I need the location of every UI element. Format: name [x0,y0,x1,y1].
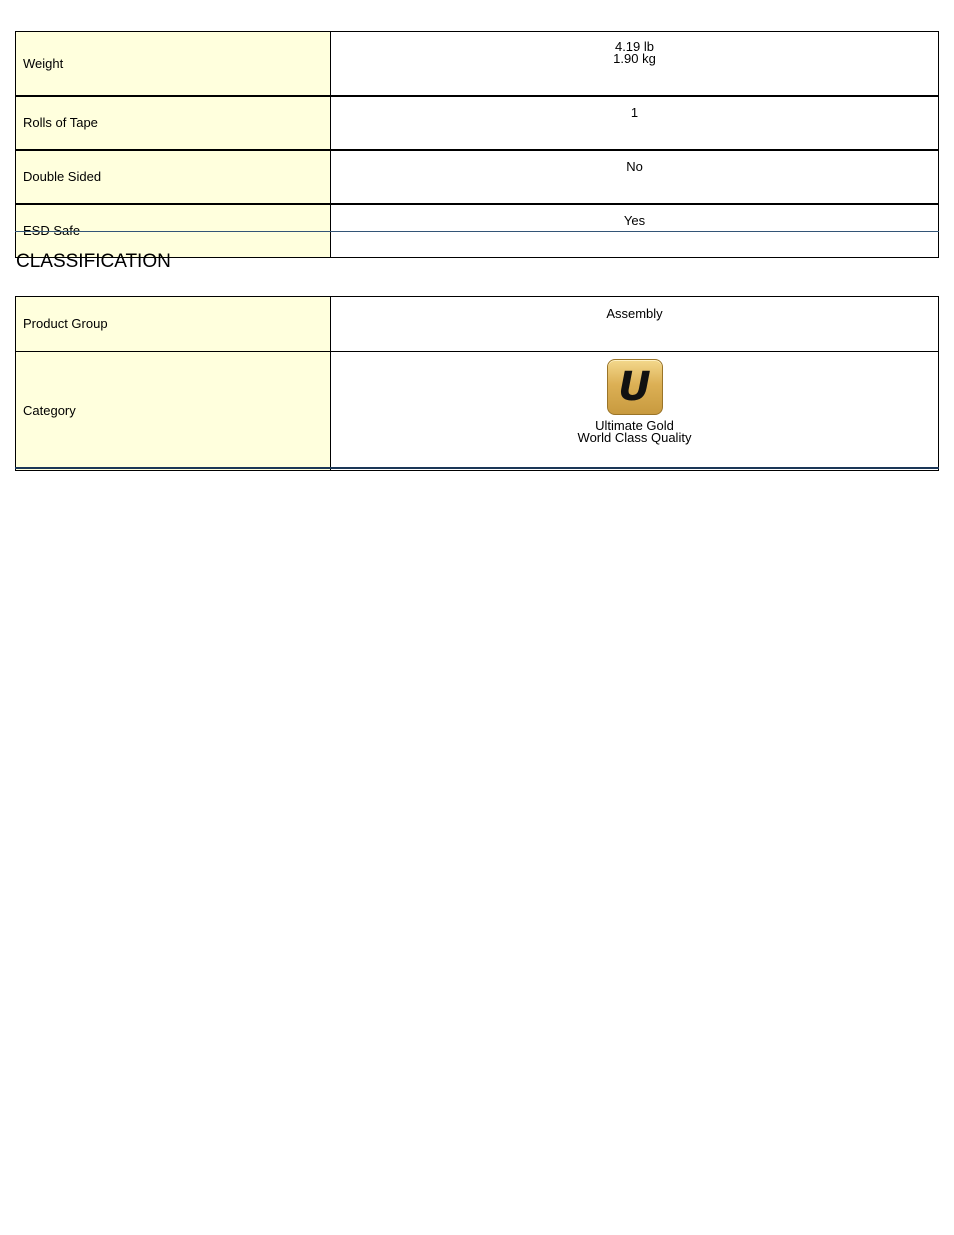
spec-value [331,32,939,97]
page-divider [15,467,939,469]
section-divider [15,231,939,232]
weight-kg: 1.90 kg [613,51,656,66]
category-name: Ultimate Gold [595,418,674,433]
class-row-category [16,352,939,471]
spec-value: 1 [331,96,939,150]
spec-value: Yes [331,204,939,258]
spec-row-rolls-of-tape [16,96,939,150]
spec-label: Double Sided [16,150,331,204]
classification-table [15,296,939,471]
weight-lb: 4.19 lb [614,39,655,54]
category-text [331,420,938,444]
spec-label: Weight [16,32,331,97]
class-label: Category [16,352,331,471]
class-label: Product Group [16,297,331,352]
specifications-table [15,31,939,258]
category-value [331,352,939,471]
spec-row-weight [16,32,939,97]
ultimate-gold-badge-icon [607,359,663,415]
badge-letter: U [618,364,651,410]
spec-value: No [331,150,939,204]
spec-row-double-sided [16,150,939,204]
category-tagline: World Class Quality [577,430,692,445]
classification-heading: CLASSIFICATION [16,251,171,272]
spec-label: ESD Safe [16,204,331,258]
class-row-product-group [16,297,939,352]
class-value: Assembly [331,297,939,352]
spec-label: Rolls of Tape [16,96,331,150]
